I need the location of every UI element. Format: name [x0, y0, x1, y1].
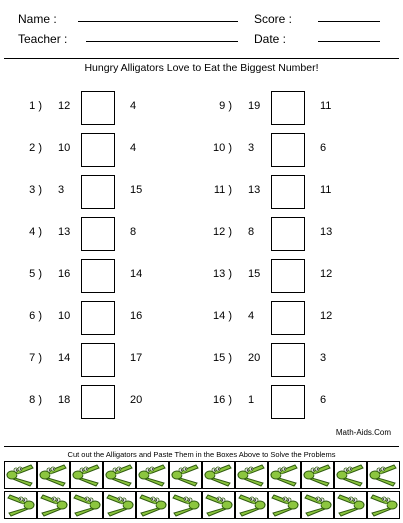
- problem-7: [0, 343, 190, 377]
- right-number: 13: [320, 226, 333, 238]
- alligator-cutout[interactable]: [202, 461, 235, 489]
- alligator-cutout[interactable]: [4, 491, 37, 519]
- right-number: 3: [320, 352, 327, 364]
- alligator-icon: [203, 462, 234, 488]
- alligator-icon: [302, 462, 333, 488]
- date-label: Date :: [254, 32, 287, 46]
- alligator-icon: [71, 492, 102, 518]
- alligator-cutout[interactable]: [235, 461, 268, 489]
- problem-number: 4 ): [29, 226, 42, 238]
- problem-number: 7 ): [29, 352, 42, 364]
- problem-5: [0, 259, 190, 293]
- alligator-icon: [335, 492, 366, 518]
- problem-number: 12 ): [213, 226, 232, 238]
- problem-13: [190, 259, 380, 293]
- right-number: 12: [320, 310, 333, 322]
- left-number: 12: [58, 100, 71, 112]
- date-field[interactable]: [318, 41, 380, 42]
- alligator-cutout[interactable]: [4, 461, 37, 489]
- right-number: 11: [320, 100, 332, 112]
- answer-box[interactable]: [81, 385, 115, 419]
- answer-box[interactable]: [81, 259, 115, 293]
- alligator-icon: [269, 492, 300, 518]
- header-divider: [4, 58, 399, 59]
- left-number: 3: [248, 142, 255, 154]
- problem-number: 3 ): [29, 184, 42, 196]
- alligator-cutout[interactable]: [103, 491, 136, 519]
- answer-box[interactable]: [271, 259, 305, 293]
- problem-number: 10 ): [213, 142, 232, 154]
- alligator-icon: [170, 462, 201, 488]
- alligator-icon: [104, 462, 135, 488]
- alligator-cutout[interactable]: [334, 491, 367, 519]
- problem-10: [190, 133, 380, 167]
- problem-12: [190, 217, 380, 251]
- alligator-cutout[interactable]: [103, 461, 136, 489]
- answer-box[interactable]: [271, 343, 305, 377]
- answer-box[interactable]: [271, 301, 305, 335]
- alligator-cutout[interactable]: [268, 491, 301, 519]
- problem-number: 14 ): [213, 310, 232, 322]
- alligator-cutout[interactable]: [202, 491, 235, 519]
- alligator-icon: [302, 492, 333, 518]
- problem-number: 5 ): [29, 268, 42, 280]
- answer-box[interactable]: [271, 217, 305, 251]
- problem-number: 6 ): [29, 310, 42, 322]
- alligator-cutout[interactable]: [169, 491, 202, 519]
- alligator-cutout[interactable]: [367, 461, 400, 489]
- problem-number: 2 ): [29, 142, 42, 154]
- alligator-icon: [236, 462, 267, 488]
- left-number: 3: [58, 184, 65, 196]
- left-number: 20: [248, 352, 261, 364]
- cutout-instructions: Cut out the Alligators and Paste Them in the Boxes Above to Solve the Problems: [67, 450, 336, 459]
- alligator-icon: [368, 462, 399, 488]
- alligator-icon: [368, 492, 399, 518]
- teacher-field[interactable]: [86, 41, 238, 42]
- alligator-cutout[interactable]: [70, 461, 103, 489]
- left-number: 15: [248, 268, 261, 280]
- right-number: 4: [130, 142, 137, 154]
- problem-11: [190, 175, 380, 209]
- alligator-cutout[interactable]: [136, 461, 169, 489]
- problem-1: [0, 91, 190, 125]
- problem-number: 9 ): [219, 100, 232, 112]
- alligator-cutout[interactable]: [235, 491, 268, 519]
- site-credit: Math-Aids.Com: [335, 428, 391, 437]
- alligator-icon: [5, 492, 36, 518]
- left-number: 10: [58, 310, 71, 322]
- right-number: 11: [320, 184, 332, 196]
- answer-box[interactable]: [81, 91, 115, 125]
- right-number: 15: [130, 184, 143, 196]
- answer-box[interactable]: [271, 385, 305, 419]
- answer-box[interactable]: [81, 301, 115, 335]
- cutout-divider: [4, 446, 399, 447]
- worksheet-title: Hungry Alligators Love to Eat the Biggest Number!: [84, 62, 319, 74]
- right-number: 14: [130, 268, 143, 280]
- name-label: Name :: [18, 12, 57, 26]
- alligator-icon: [5, 462, 36, 488]
- alligator-cutout[interactable]: [334, 461, 367, 489]
- alligator-icon: [203, 492, 234, 518]
- alligator-cutout[interactable]: [37, 491, 70, 519]
- alligator-icon: [335, 462, 366, 488]
- alligator-cutout[interactable]: [136, 491, 169, 519]
- left-number: 13: [58, 226, 71, 238]
- problem-number: 13 ): [213, 268, 232, 280]
- left-number: 16: [58, 268, 71, 280]
- answer-box[interactable]: [81, 175, 115, 209]
- problem-14: [190, 301, 380, 335]
- right-number: 12: [320, 268, 333, 280]
- alligator-cutout-strip: [4, 461, 400, 521]
- left-number: 18: [58, 394, 71, 406]
- problem-number: 8 ): [29, 394, 42, 406]
- left-number: 14: [58, 352, 71, 364]
- alligator-cutout[interactable]: [37, 461, 70, 489]
- right-number: 6: [320, 394, 327, 406]
- alligator-icon: [170, 492, 201, 518]
- problem-number: 1 ): [29, 100, 42, 112]
- alligator-cutout[interactable]: [268, 461, 301, 489]
- left-number: 4: [248, 310, 255, 322]
- left-number: 1: [248, 394, 255, 406]
- alligator-icon: [236, 492, 267, 518]
- problem-9: [190, 91, 380, 125]
- problem-number: 15 ): [213, 352, 232, 364]
- left-number: 13: [248, 184, 261, 196]
- alligator-icon: [104, 492, 135, 518]
- alligator-icon: [71, 462, 102, 488]
- left-number: 10: [58, 142, 71, 154]
- alligator-icon: [38, 462, 69, 488]
- problem-8: [0, 385, 190, 419]
- problem-15: [190, 343, 380, 377]
- problem-3: [0, 175, 190, 209]
- answer-box[interactable]: [271, 175, 305, 209]
- left-number: 19: [248, 100, 261, 112]
- answer-box[interactable]: [271, 133, 305, 167]
- alligator-cutout[interactable]: [367, 491, 400, 519]
- alligator-icon: [269, 462, 300, 488]
- problem-2: [0, 133, 190, 167]
- right-number: 4: [130, 100, 137, 112]
- right-number: 8: [130, 226, 137, 238]
- left-number: 8: [248, 226, 255, 238]
- name-field[interactable]: [78, 21, 238, 22]
- answer-box[interactable]: [81, 133, 115, 167]
- score-label: Score :: [254, 12, 293, 26]
- alligator-icon: [38, 492, 69, 518]
- problem-16: [190, 385, 380, 419]
- problem-4: [0, 217, 190, 251]
- alligator-cutout[interactable]: [70, 491, 103, 519]
- teacher-label: Teacher :: [18, 32, 68, 46]
- answer-box[interactable]: [81, 217, 115, 251]
- problem-number: 16 ): [213, 394, 232, 406]
- right-number: 16: [130, 310, 143, 322]
- problem-6: [0, 301, 190, 335]
- right-number: 6: [320, 142, 327, 154]
- answer-box[interactable]: [81, 343, 115, 377]
- alligator-icon: [137, 492, 168, 518]
- score-field[interactable]: [318, 21, 380, 22]
- right-number: 20: [130, 394, 143, 406]
- answer-box[interactable]: [271, 91, 305, 125]
- right-number: 17: [130, 352, 143, 364]
- problem-number: 11 ): [213, 184, 232, 196]
- alligator-cutout[interactable]: [301, 491, 334, 519]
- alligator-cutout[interactable]: [169, 461, 202, 489]
- alligator-icon: [137, 462, 168, 488]
- alligator-cutout[interactable]: [301, 461, 334, 489]
